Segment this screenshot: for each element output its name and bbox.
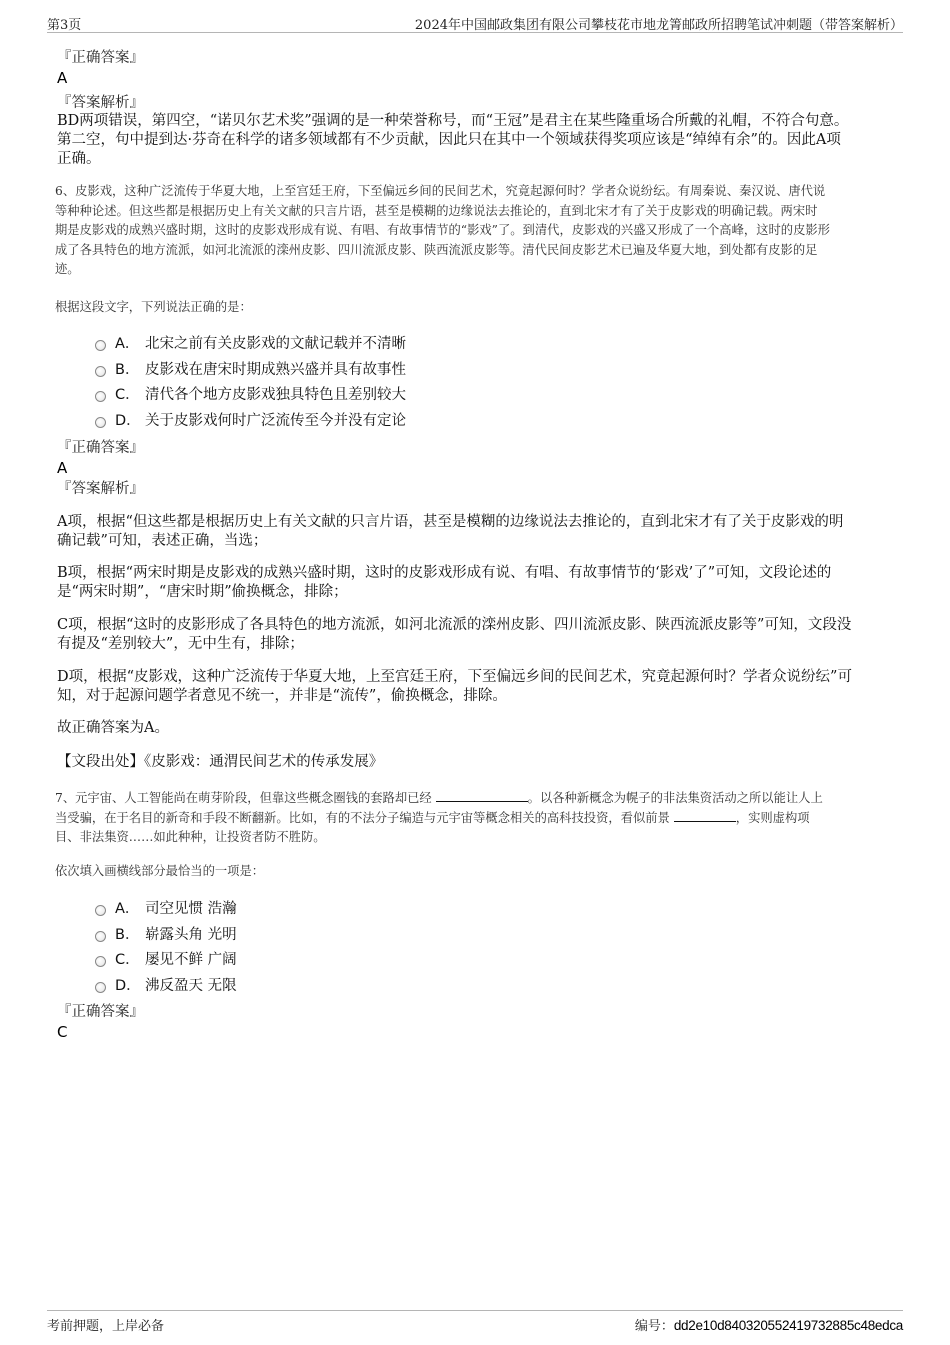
correct-answer-label: 『正确答案』 (57, 1004, 144, 1020)
analysis-line: 确记载”可知，表述正确，当选； (57, 533, 268, 549)
footer-slogan: 考前押题，上岸必备 (47, 1319, 165, 1334)
option-letter: C． (115, 952, 140, 969)
stem-text: 当受骗，在于名目的新奇和手段不断翻新。比如，有的不法分子编造与元宇宙等概念相关的高科技投资，看似前景 (55, 810, 674, 825)
code-value: dd2e10d840320552419732885c48edca (673, 1318, 903, 1333)
option-letter: A． (115, 901, 140, 918)
radio-icon[interactable] (95, 366, 106, 377)
option-text: 清代各个地方皮影戏独具特色且差别较大 (145, 387, 406, 404)
page-footer (47, 1310, 903, 1333)
option-letter: B． (115, 926, 140, 943)
analysis-text (57, 112, 897, 169)
stem-line: 目、非法集资……如此种种，让投资者防不胜防。 (55, 830, 326, 844)
option-letter: D． (115, 977, 141, 994)
analysis-line: 知，对于起源问题学者意见不统一，并非是“流传”，偷换概念，排除。 (57, 688, 507, 704)
option-text: 屡见不鲜 广阔 (145, 952, 237, 969)
option-c[interactable] (95, 946, 237, 972)
option-d[interactable] (95, 972, 237, 998)
stem-line: 迹。 (55, 262, 80, 276)
analysis-line: 第二空，句中提到达·芬奇在科学的诸多领域都有不少贡献，因此只在其中一个领域获得奖项应该是“绰绰有余”的。因此A项 (57, 132, 841, 148)
analysis-line: B项，根据“两宋时期是皮影戏的成熟兴盛时期，这时的皮影戏形成有说、有唱、有故事情节的‘影戏’了”可知，文段论述的 (57, 565, 832, 581)
radio-icon[interactable] (95, 417, 106, 428)
fill-blank-1 (436, 789, 528, 802)
option-text: 北宋之前有关皮影戏的文献记载并不清晰 (145, 336, 406, 353)
radio-icon[interactable] (95, 956, 106, 967)
stem-text: ，实则虚构项 (735, 810, 810, 825)
option-letter: A． (115, 336, 140, 353)
stem-line: 6、皮影戏，这种广泛流传于华夏大地，上至宫廷王府，下至偏远乡间的民间艺术，究竟起源何时？学者众说纷纭。有周秦说、秦汉说、唐代说 (55, 184, 826, 198)
correct-answer-value: C (57, 1023, 68, 1041)
analysis-item-a (57, 513, 897, 551)
option-text: 关于皮影戏何时广泛流传至今并没有定论 (145, 412, 406, 429)
question-6-prompt: 根据这段文字，下列说法正确的是： (55, 300, 252, 314)
radio-icon[interactable] (95, 982, 106, 993)
fill-blank-2 (674, 809, 736, 822)
option-c[interactable] (95, 381, 406, 407)
option-b[interactable] (95, 356, 406, 382)
stem-line (55, 789, 905, 809)
stem-line: 等种种论述。但这些都是根据历史上有关文献的只言片语，甚至是模糊的边缘说法去推论的，直到北宋才有了关于皮影戏的明确记载。两宋时 (55, 203, 818, 218)
question-6-options (95, 330, 406, 432)
code-label: 编号： (634, 1319, 674, 1334)
analysis-item-c (57, 616, 897, 654)
document-code (635, 1315, 903, 1334)
correct-answer-value: A (57, 459, 68, 477)
analysis-conclusion: 故正确答案为A。 (57, 720, 169, 736)
analysis-line: A项，根据“但这些都是根据历史上有关文献的只言片语，甚至是模糊的边缘说法去推论的，直到北宋才有了关于皮影戏的明 (57, 514, 844, 530)
radio-icon[interactable] (95, 340, 106, 351)
analysis-line: 有提及“差别较大”，无中生有，排除； (57, 636, 304, 652)
stem-text: 。以各种新概念为幌子的非法集资活动之所以能让人上 (527, 791, 823, 805)
option-a[interactable] (95, 330, 406, 356)
analysis-line: BD两项错误，第四空，“诺贝尔艺术奖”强调的是一种荣誉称号，而“王冠”是君主在某些隆重场合所戴的礼帽，不符合句意。 (57, 113, 849, 129)
option-text: 崭露头角 光明 (145, 926, 237, 943)
analysis-label: 『答案解析』 (57, 95, 144, 111)
option-text: 沸反盈天 无限 (145, 977, 237, 994)
analysis-line: D项，根据“皮影戏，这种广泛流传于华夏大地，上至宫廷王府，下至偏远乡间的民间艺术，究竟起源何时？学者众说纷纭”可 (57, 669, 852, 685)
stem-line (55, 809, 905, 829)
stem-line: 期是皮影戏的成熟兴盛时期，这时的皮影戏形成有说、有唱、有故事情节的“影戏”了。到清代，皮影戏的兴盛又形成了一个高峰，这时的皮影形 (55, 223, 830, 237)
analysis-label: 『答案解析』 (57, 481, 144, 497)
correct-answer-label: 『正确答案』 (57, 440, 144, 456)
analysis-item-d (57, 668, 897, 706)
document-title: 2024年中国邮政集团有限公司攀枝花市地龙箐邮政所招聘笔试冲刺题（带答案解析） (414, 18, 903, 33)
question-7-prompt: 依次填入画横线部分最恰当的一项是： (55, 864, 265, 878)
option-text: 司空见惯 浩瀚 (145, 901, 237, 918)
question-7-options (95, 895, 237, 997)
analysis-line: C项，根据“这时的皮影形成了各具特色的地方流派，如河北流派的滦州皮影、四川流派皮影、陕西流派皮影等”可知，文段没 (57, 617, 852, 633)
stem-text: 7、元宇宙、人工智能尚在萌芽阶段，但靠这些概念圈钱的套路却已经 (55, 791, 436, 805)
radio-icon[interactable] (95, 391, 106, 402)
analysis-item-b (57, 564, 897, 602)
correct-answer-label: 『正确答案』 (57, 50, 144, 66)
page-header (47, 12, 903, 33)
passage-source: 【文段出处】《皮影戏：通渭民间艺术的传承发展》 (57, 754, 384, 770)
radio-icon[interactable] (95, 905, 106, 916)
option-letter: D． (115, 412, 141, 429)
option-d[interactable] (95, 407, 406, 433)
page-number: 第3页 (47, 18, 82, 33)
option-letter: B． (115, 361, 140, 378)
radio-icon[interactable] (95, 931, 106, 942)
stem-line: 成了各具特色的地方流派，如河北流派的滦州皮影、四川流派皮影、陕西流派皮影等。清代民间皮影艺术已遍及华夏大地，到处都有皮影的足 (55, 242, 818, 257)
analysis-line: 是“两宋时期”，“唐宋时期”偷换概念，排除； (57, 584, 348, 600)
analysis-line: 正确。 (57, 151, 101, 167)
question-6-stem (55, 182, 905, 280)
option-letter: C． (115, 387, 140, 404)
option-b[interactable] (95, 921, 237, 947)
option-text: 皮影戏在唐宋时期成熟兴盛并具有故事性 (145, 361, 406, 378)
option-a[interactable] (95, 895, 237, 921)
correct-answer-value: A (57, 69, 68, 87)
question-7-stem (55, 789, 905, 848)
